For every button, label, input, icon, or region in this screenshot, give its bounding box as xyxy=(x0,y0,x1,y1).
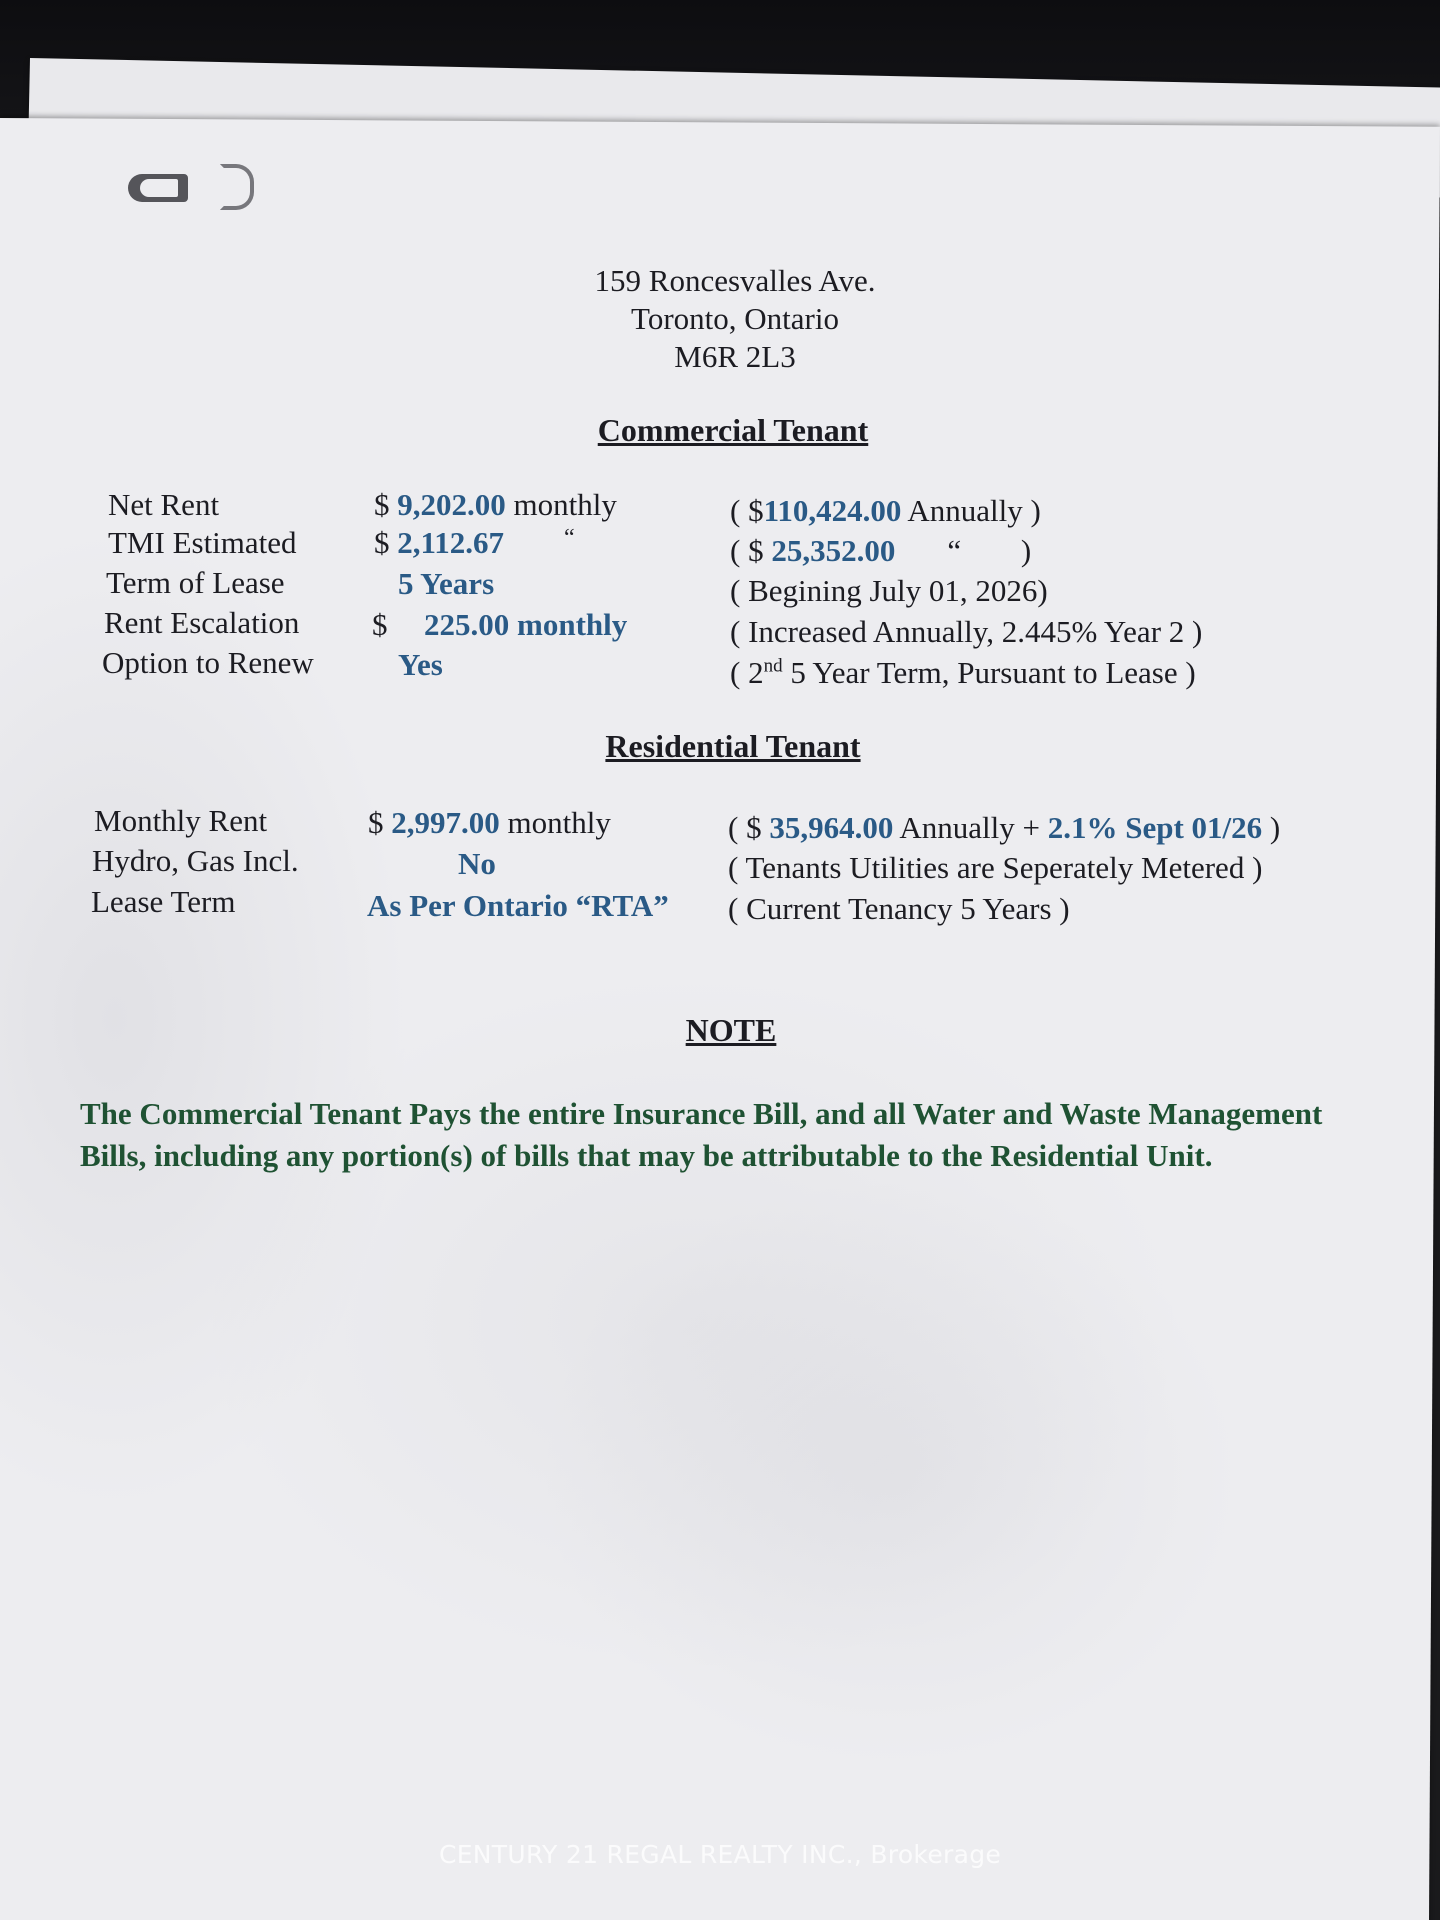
annual-prefix: ( $ xyxy=(730,533,772,568)
rent-escalation-amount xyxy=(372,607,627,643)
note-paragraph: The Commercial Tenant Pays the entire Insurance Bill, and all Water and Waste Management Bills, including any portion(s) of bills that may be attributable to the Residential Unit. xyxy=(80,1096,1323,1173)
currency-symbol: $ xyxy=(374,525,398,560)
rent-escalation-value: 225.00 monthly xyxy=(424,607,628,642)
hydro-gas-label: Hydro, Gas Incl. xyxy=(92,843,299,878)
annual-suffix: Annually ) xyxy=(901,493,1041,528)
lease-term-note: ( Current Tenancy 5 Years ) xyxy=(728,891,1070,926)
annual-prefix: ( $ xyxy=(730,493,764,528)
option-to-renew-label: Option to Renew xyxy=(102,645,314,680)
brokerage-watermark: CENTURY 21 REGAL REALTY INC., Brokerage xyxy=(438,1840,1002,1869)
annual-suffix: ) xyxy=(1262,810,1281,845)
note-heading: NOTE xyxy=(685,1012,777,1048)
term-of-lease-note: ( Begining July 01, 2026) xyxy=(730,573,1048,608)
option-to-renew-note xyxy=(730,655,1196,691)
note-suffix: 5 Year Term, Pursuant to Lease ) xyxy=(782,655,1196,690)
term-of-lease-label: Term of Lease xyxy=(106,565,285,600)
net-rent-period: monthly xyxy=(505,487,617,522)
lease-term-label: Lease Term xyxy=(91,884,236,919)
tmi-label: TMI Estimated xyxy=(108,525,297,560)
note-prefix: ( 2 xyxy=(730,655,764,690)
ditto-mark-annual: “ ) xyxy=(947,533,1032,568)
monthly-rent-annual xyxy=(728,810,1280,846)
monthly-rent-amount xyxy=(368,805,611,841)
tmi-amount xyxy=(374,525,575,561)
address-city: Toronto, Ontario xyxy=(631,301,839,336)
term-of-lease-amount xyxy=(398,566,494,602)
lease-term-amount xyxy=(367,888,669,924)
tmi-annual-value: 25,352.00 xyxy=(771,533,896,568)
tmi-annual xyxy=(730,533,1031,569)
option-to-renew-value: Yes xyxy=(398,647,443,682)
term-of-lease-value: 5 Years xyxy=(398,566,495,601)
address-postal: M6R 2L3 xyxy=(674,339,796,374)
rent-increase-value: 2.1% Sept 01/26 xyxy=(1047,810,1263,845)
monthly-rent-value: 2,997.00 xyxy=(391,805,500,840)
address-street: 159 Roncesvalles Ave. xyxy=(594,263,876,298)
rent-escalation-note: ( Increased Annually, 2.445% Year 2 ) xyxy=(730,614,1203,649)
monthly-rent-period: monthly xyxy=(499,805,611,840)
annual-mid: Annually + xyxy=(893,810,1048,845)
lease-term-value: As Per Ontario “RTA” xyxy=(367,888,669,923)
net-rent-annual xyxy=(730,493,1041,529)
commercial-tenant-heading: Commercial Tenant xyxy=(597,412,869,448)
ditto-mark: “ xyxy=(564,525,575,551)
net-rent-value: 9,202.00 xyxy=(397,487,506,522)
net-rent-annual-value: 110,424.00 xyxy=(763,493,902,528)
monthly-rent-annual-value: 35,964.00 xyxy=(769,810,894,845)
hydro-gas-amount xyxy=(458,846,496,882)
residential-tenant-heading: Residential Tenant xyxy=(605,728,861,764)
option-to-renew-amount xyxy=(398,647,443,683)
hydro-gas-note: ( Tenants Utilities are Seperately Metered ) xyxy=(728,850,1263,885)
currency-symbol: $ xyxy=(372,607,388,642)
net-rent-amount xyxy=(374,487,617,523)
ordinal-suffix: nd xyxy=(763,655,783,677)
tmi-value: 2,112.67 xyxy=(397,525,505,560)
currency-symbol: $ xyxy=(368,805,392,840)
net-rent-label: Net Rent xyxy=(108,487,220,522)
rent-escalation-label: Rent Escalation xyxy=(104,605,300,640)
annual-prefix: ( $ xyxy=(728,810,770,845)
monthly-rent-label: Monthly Rent xyxy=(94,803,268,838)
currency-symbol: $ xyxy=(374,487,398,522)
hydro-gas-value: No xyxy=(458,846,496,881)
